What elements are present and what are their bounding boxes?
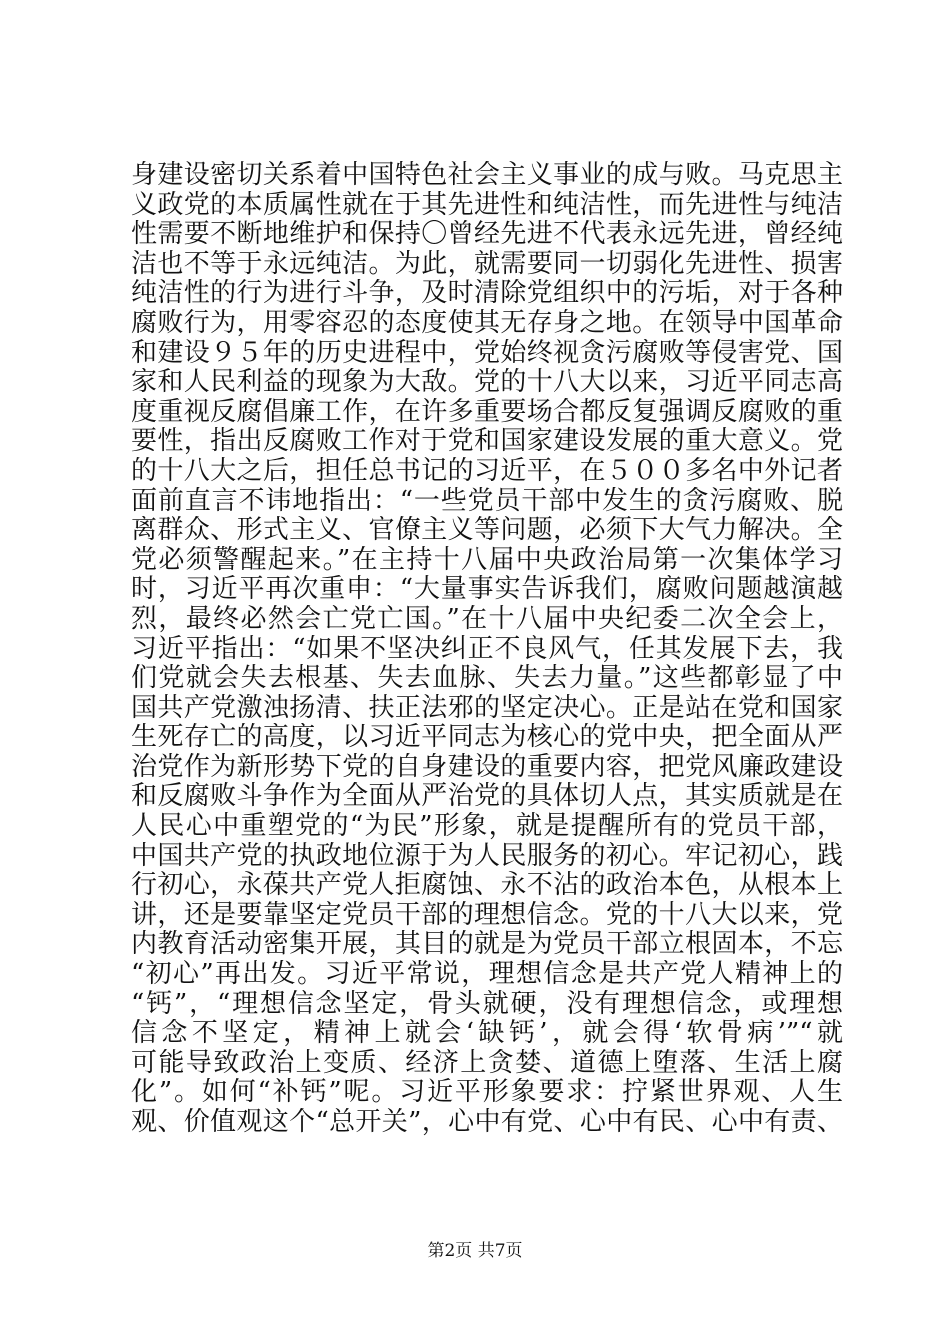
text-line: 讲，还是要靠坚定党员干部的理想信念。党的十八大以来，党 <box>131 900 843 930</box>
text-line: 义政党的本质属性就在于其先进性和纯洁性，而先进性与纯洁 <box>131 190 843 220</box>
text-line: 度重视反腐倡廉工作，在许多重要场合都反复强调反腐败的重 <box>131 397 843 427</box>
text-line: 家和人民利益的现象为大敌。党的十八大以来，习近平同志高 <box>131 368 843 398</box>
text-line: 治党作为新形势下党的自身建设的重要内容，把党风廉政建设 <box>131 752 843 782</box>
text-line: 习近平指出：“如果不坚决纠正不良风气，任其发展下去，我 <box>131 634 843 664</box>
text-line: 中国共产党的执政地位源于为人民服务的初心。牢记初心，践 <box>131 841 843 871</box>
page-footer: 第2页 共7页 <box>427 1241 523 1261</box>
text-line: 洁也不等于永远纯洁。为此，就需要同一切弱化先进性、损害 <box>131 249 843 279</box>
text-line: “钙”，“理想信念坚定，骨头就硬，没有理想信念，或理想 <box>131 989 843 1019</box>
text-line: 生死存亡的高度，以习近平同志为核心的党中央，把全面从严 <box>131 723 843 753</box>
body-text <box>131 161 843 1138</box>
text-line: 人民心中重塑党的“为民”形象，就是提醒所有的党员干部， <box>131 812 843 842</box>
text-line: 国共产党激浊扬清、扶正法邪的坚定决心。正是站在党和国家 <box>131 693 843 723</box>
text-line: 腐败行为，用零容忍的态度使其无存身之地。在领导中国革命 <box>131 308 843 338</box>
text-line: 内教育活动密集开展，其目的就是为党员干部立根固本，不忘 <box>131 930 843 960</box>
text-line: 化”。如何“补钙”呢。习近平形象要求：拧紧世界观、人生 <box>131 1078 843 1108</box>
text-line: 要性，指出反腐败工作对于党和国家建设发展的重大意义。党 <box>131 427 843 457</box>
text-line: 纯洁性的行为进行斗争，及时清除党组织中的污垢，对于各种 <box>131 279 843 309</box>
text-line: 烈，最终必然会亡党亡国。”在十八届中央纪委二次全会上， <box>131 604 843 634</box>
text-line: 身建设密切关系着中国特色社会主义事业的成与败。马克思主 <box>131 161 843 190</box>
text-line: 观、价值观这个“总开关”，心中有党、心中有民、心中有责、 <box>131 1108 843 1137</box>
text-line: 面前直言不讳地指出：“一些党员干部中发生的贪污腐败、脱 <box>131 486 843 516</box>
text-line: 和建设９５年的历史进程中，党始终视贪污腐败等侵害党、国 <box>131 338 843 368</box>
text-line: 的十八大之后，担任总书记的习近平，在５００多名中外记者 <box>131 456 843 486</box>
text-line: 离群众、形式主义、官僚主义等问题，必须下大气力解决。全 <box>131 516 843 546</box>
text-line: 时，习近平再次重申：“大量事实告诉我们，腐败问题越演越 <box>131 575 843 605</box>
text-line: 可能导致政治上变质、经济上贪婪、道德上堕落、生活上腐 <box>131 1048 843 1078</box>
text-line: 行初心，永葆共产党人拒腐蚀、永不沾的政治本色，从根本上 <box>131 871 843 901</box>
text-line: 性需要不断地维护和保持〇曾经先进不代表永远先进，曾经纯 <box>131 220 843 250</box>
text-line: 们党就会失去根基、失去血脉、失去力量。”这些都彰显了中 <box>131 664 843 694</box>
text-line: 和反腐败斗争作为全面从严治党的具体切人点，其实质就是在 <box>131 782 843 812</box>
text-line: 信念不坚定，精神上就会‘缺钙’，就会得‘软骨病’”“就 <box>131 1019 843 1049</box>
text-line: 党必须警醒起来。”在主持十八届中央政治局第一次集体学习 <box>131 545 843 575</box>
text-line: “初心”再出发。习近平常说，理想信念是共产党人精神上的 <box>131 960 843 990</box>
